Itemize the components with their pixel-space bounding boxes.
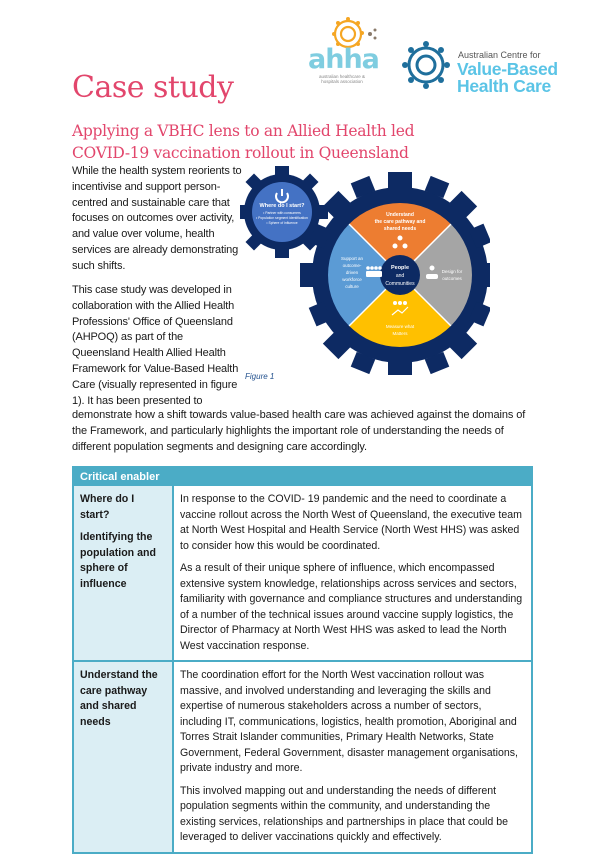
row-paragraph: The coordination effort for the North West vaccination rollout was massive, and involved understanding and leveraging the skills and expertise of numerous stakeholders across a number of sectors, including IT, communications, logistics, health promotion, Aboriginal and Torres Strait Islander communities, Primary Health Networks, State Government, Federal Government, disaster management organisations, private industry and more. (180, 669, 518, 774)
critical-enabler-table (72, 466, 533, 854)
row-label-title: Where do I start? (80, 493, 135, 521)
svg-text:outcome-: outcome- (342, 263, 362, 268)
intro-paragraph-1: While the health system reorients to incentivise and support person-centred and sustainable care that focuses on outcomes over activity, and value over volume, health services are already demonstrating such shifts. (72, 165, 242, 272)
center-label: Communities (385, 281, 415, 287)
svg-text:outcomes: outcomes (442, 276, 462, 281)
framework-figure (240, 160, 490, 375)
acvbhc-mark-icon (400, 39, 452, 91)
svg-text:Design for: Design for (441, 269, 463, 274)
row-label-title: Understand the care pathway and shared needs (80, 669, 158, 728)
svg-text:culture: culture (345, 284, 359, 289)
small-gear-item: • Population segment identification (256, 216, 308, 220)
page-subtitle: Applying a VBHC lens to an Allied Health led COVID-19 vaccination rollout in Queensland (72, 122, 415, 162)
framework-gears-diagram (240, 160, 490, 375)
row-paragraph: As a result of their unique sphere of influence, which encompassed extensive system knowledge, relationships across services and sectors, familiarity with governance and compliance structures and understanding of a number of the technical issues around vaccine supply logistics, the Director of Pharmacy at North West HHS was asked to lead the North West vaccination response. (180, 562, 523, 652)
intro-paragraph-2-continued: demonstrate how a shift towards value-based health care was achieved against the domains of the Framework, and particularly highlights the important role of understanding the needs of different population segments and designing care accordingly. (72, 409, 526, 453)
svg-text:Understand: Understand (386, 212, 414, 218)
row-body (173, 486, 532, 661)
small-gear-item: • Sphere of influence (266, 221, 298, 225)
svg-text:shared needs: shared needs (383, 226, 417, 232)
center-label: and (395, 273, 405, 279)
ahha-wordmark: ahha (308, 44, 379, 75)
table-header: Critical enabler (73, 467, 532, 486)
center-label: People (390, 265, 410, 271)
row-paragraph: This involved mapping out and understanding the needs of different population segments within the community, and understanding the existing services, relationships and partnerships in place that could be leveraged to deliver vaccinations quickly and effectively. (180, 784, 509, 843)
row-label (73, 486, 173, 661)
svg-text:Matters: Matters (392, 331, 408, 336)
acvbhc-logo (400, 34, 600, 96)
big-gear (300, 172, 490, 375)
row-body (173, 661, 532, 853)
acvbhc-name (457, 61, 558, 95)
figure-caption: Figure 1 (245, 372, 275, 381)
intro-paragraph-2: This case study was developed in collaboration with the Allied Health Professions' Office of Queensland (AHPOQ) as part of the Queensland Health Allied Health Framework for Value-Based Health Care (visually represented in figure 1). It has been presented to (72, 284, 239, 407)
small-gear-item: • Partner with consumers (263, 211, 301, 215)
svg-text:workforce: workforce (342, 277, 362, 282)
page-title: Case study (72, 70, 234, 105)
small-gear-title: Where do I start? (259, 203, 305, 209)
row-label-subtitle: Identifying the population and sphere of influence (80, 531, 156, 590)
svg-text:the care pathway and: the care pathway and (374, 219, 426, 225)
table-row (73, 486, 532, 661)
acvbhc-line2: Health Care (457, 76, 551, 96)
acvbhc-line1: Value-Based (457, 59, 558, 79)
header-logos (300, 14, 600, 96)
row-label (73, 661, 173, 853)
ahha-logo (300, 14, 390, 84)
svg-text:Support an: Support an (340, 256, 364, 261)
acvbhc-pre: Australian Centre for (458, 50, 541, 60)
row-paragraph: In response to the COVID- 19 pandemic and the need to coordinate a vaccine rollout across the North West of Queensland, the executive team at North West Hospital and Health Service (North West HHS) was asked to consider how this would be coordinated. (180, 493, 522, 552)
table-row (73, 661, 532, 853)
ahha-subtitle: australian healthcare & hospitals association (318, 74, 366, 84)
svg-text:driven: driven (345, 270, 359, 275)
svg-text:Measure what: Measure what (385, 324, 415, 329)
